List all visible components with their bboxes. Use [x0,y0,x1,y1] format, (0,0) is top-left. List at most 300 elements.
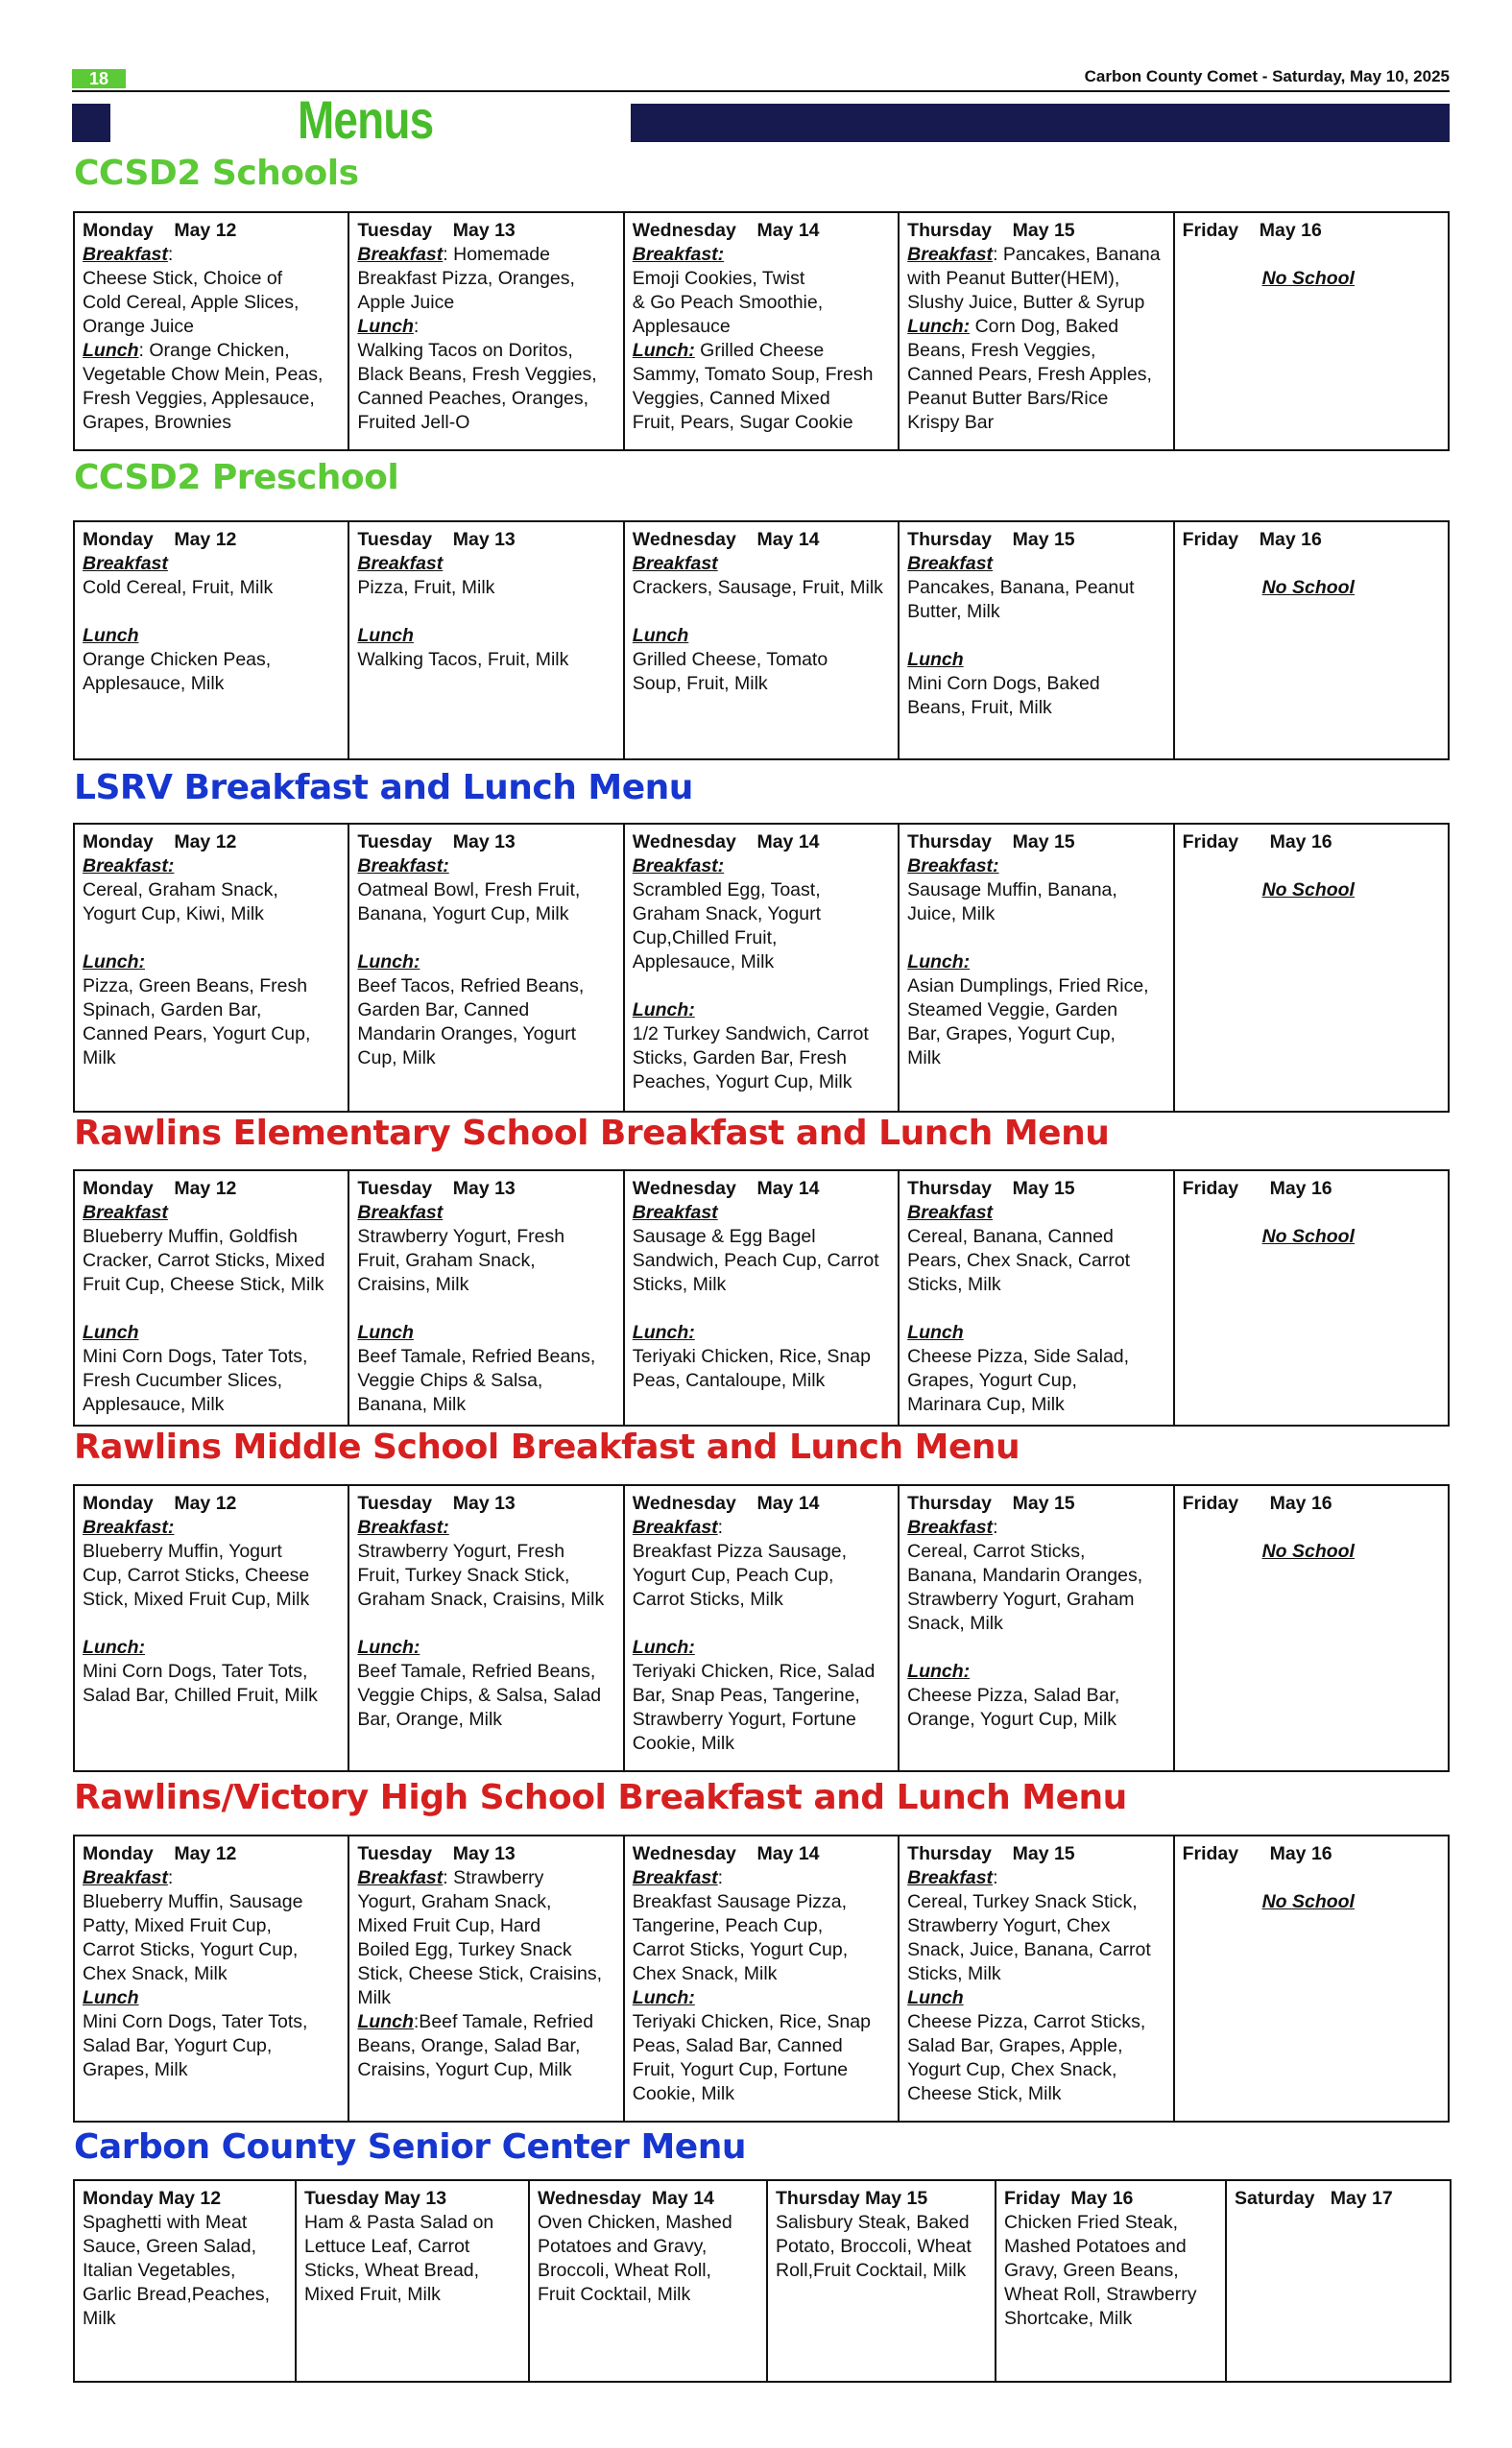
section-title-ccsd2-preschool: CCSD2 Preschool [74,458,399,497]
menu-item-text: Grapes, Milk [83,2059,188,2080]
menu-day-cell [74,521,348,759]
menu-day-header: Tuesday May 13 [357,220,516,241]
menu-line [633,926,892,950]
menu-item-text: Orange Chicken Peas, [83,649,272,670]
menu-item-text: Chex Snack, Milk [632,1963,778,1984]
menu-line [357,576,616,600]
menu-line [357,1540,616,1564]
menu-line [357,339,616,363]
menu-item-text: Mini Corn Dogs, Tater Tots, [83,2011,308,2032]
menu-day-cell [624,521,899,759]
menu-item-text: Graham Snack, Craisins, Milk [357,1589,605,1610]
menu-line [776,2211,989,2235]
menu-line [83,2307,289,2331]
menu-line [83,1588,342,1612]
meal-label: Lunch: [907,316,971,337]
menu-day-cell [767,2180,996,2382]
section-title-lsrv: LSRV Breakfast and Lunch Menu [74,768,693,807]
menu-day-cell [74,1170,348,1426]
menu-item-text: Asian Dumplings, Fried Rice, [907,975,1149,996]
menu-item-text: Strawberry Yogurt, Fresh [357,1226,565,1247]
menu-line [83,1660,342,1684]
menu-line [633,1684,892,1708]
menu-line [633,339,892,363]
menu-line [633,998,892,1022]
menu-item-text: Milk [357,1987,392,2008]
menu-item-text: Tangerine, Peach Cup, [632,1915,824,1936]
menu-item-text: Scrambled Egg, Toast, [632,879,821,900]
menu-item-text: : Strawberry [443,1867,544,1888]
menu-item-text: Wheat Roll, Strawberry [1004,2284,1197,2305]
menu-line [633,2010,892,2034]
menu-item-text: Breakfast Pizza, Oranges, [357,268,575,289]
menu-line [907,854,1166,878]
meal-label: Lunch [907,1987,964,2008]
menu-item-text: Garlic Bread,Peaches, [83,2284,271,2305]
menu-line [633,576,892,600]
menu-line [633,624,892,648]
meal-label: Breakfast [83,553,168,574]
menu-item-text: Teriyaki Chicken, Rice, Salad [632,1661,876,1682]
menu-line [83,672,342,696]
menu-line [83,1273,342,1297]
meal-label: Breakfast [357,244,444,265]
menu-line [907,1345,1166,1369]
menu-spacer [357,926,616,950]
menu-spacer [83,1297,342,1321]
menu-line [907,1962,1166,1986]
menu-line [633,1938,892,1962]
menu-day-cell [348,1836,623,2122]
meal-label: Lunch: [83,1637,145,1658]
menu-line [83,1986,342,2010]
no-school-notice: No School [1261,577,1355,598]
menu-item-text: Chex Snack, Milk [83,1963,228,1984]
menu-item-text: Graham Snack, Yogurt [632,903,821,924]
menu-line [1004,2283,1219,2307]
menu-line [1004,2235,1219,2259]
menu-day-header: Monday May 12 [83,220,237,241]
meal-label: Breakfast [907,1202,994,1223]
menu-line [83,998,342,1022]
menu-line [83,1022,342,1046]
menu-line [538,2235,760,2259]
menu-item-text: Pizza, Fruit, Milk [357,577,495,598]
menu-day-cell [74,1485,348,1771]
menu-line [633,1564,892,1588]
menu-line [83,1201,342,1225]
menu-line [357,411,616,435]
menu-item-text: Yogurt Cup, Chex Snack, [907,2059,1117,2080]
menu-item-text: :Beef Tamale, Refried [413,2011,594,2032]
menu-spacer [1183,854,1442,878]
menu-line [633,1070,892,1094]
menu-line [83,411,342,435]
menu-line [907,1273,1166,1297]
menu-item-text: Fresh Cucumber Slices, [83,1370,283,1391]
menu-item-text: Corn Dog, Baked [970,316,1119,337]
menu-item-text: Spinach, Garden Bar, [83,999,262,1020]
menu-day-cell [74,1836,348,2122]
menu-line [357,363,616,387]
menu-day-header: Thursday May 15 [907,1843,1075,1864]
menu-line [304,2211,522,2235]
no-school-notice: No School [1261,1226,1355,1247]
menu-day-cell [1174,824,1449,1112]
meal-label: Breakfast [632,1867,718,1888]
menu-line [357,1564,616,1588]
menu-day-cell [1226,2180,1451,2382]
meal-label: Breakfast [907,1517,994,1538]
menu-line [357,950,616,974]
meal-label: Lunch [83,1322,139,1343]
menu-day-cell [899,1485,1173,1771]
menu-day-cell [1174,1836,1449,2122]
section-title-rawlins-victory-high: Rawlins/Victory High School Breakfast and Lunch Menu [74,1778,1127,1817]
menu-line [83,339,342,363]
menu-day-cell [348,521,623,759]
menu-item-text: Roll,Fruit Cocktail, Milk [776,2260,967,2281]
menu-item-text: Walking Tacos, Fruit, Milk [357,649,569,670]
menu-line [357,1986,616,2010]
menu-item-text: Cheese Stick, Choice of [83,268,283,289]
menu-line [907,600,1166,624]
menu-spacer [357,600,616,624]
menu-day-cell [899,1170,1173,1426]
menu-line [907,1564,1166,1588]
menu-item-text: Gravy, Green Beans, [1004,2260,1179,2281]
menu-line [304,2235,522,2259]
menu-day-header: Monday May 12 [83,1178,237,1199]
menu-item-text: Mixed Fruit, Milk [304,2284,441,2305]
menu-day-header: Friday May 16 [1182,1493,1332,1514]
menu-line [907,1540,1166,1564]
menu-day-cell [1174,1170,1449,1426]
menu-line [907,950,1166,974]
menu-item-text: Applesauce, Milk [83,673,225,694]
menu-day-header: Monday May 12 [83,2188,222,2209]
menu-item-text: Breakfast Sausage Pizza, [632,1891,848,1912]
menu-line [357,315,616,339]
menu-line [357,1345,616,1369]
no-school-notice: No School [1261,268,1355,289]
menu-item-text: Cookie, Milk [632,1733,734,1754]
menu-line [633,552,892,576]
menu-day-cell [624,1170,899,1426]
menu-line [357,1393,616,1417]
meal-label: Lunch: [632,1322,695,1343]
menu-item-text: Banana, Yogurt Cup, Milk [357,903,569,924]
menu-item-text: Cookie, Milk [632,2083,734,2104]
menu-item-text: Milk [907,1047,941,1068]
menu-line [633,315,892,339]
menu-line [357,1636,616,1660]
menu-day-header: Tuesday May 13 [357,831,516,852]
menu-line [907,974,1166,998]
menu-line [633,1962,892,1986]
menu-line [83,1636,342,1660]
meal-label: Lunch: [83,951,145,972]
menu-row [74,2180,1451,2382]
menu-item-text: Black Beans, Fresh Veggies, [357,364,597,385]
menu-item-text: Grilled Cheese, Tomato [632,649,828,670]
menu-item-text: Peas, Salad Bar, Canned [632,2035,843,2056]
menu-spacer [633,974,892,998]
menu-day-header: Tuesday May 13 [357,1493,516,1514]
menu-item-text: Emoji Cookies, Twist [632,268,805,289]
menu-line [83,291,342,315]
menu-day-cell [899,1836,1173,2122]
menu-line [304,2259,522,2283]
menu-spacer [1183,1866,1442,1890]
menu-line [633,1249,892,1273]
menu-item-text: Breakfast Pizza Sausage, [632,1541,848,1562]
menu-item-text: Salad Bar, Chilled Fruit, Milk [83,1685,318,1706]
menu-item-text: Pears, Chex Snack, Carrot [907,1250,1131,1271]
menu-item-text: Sausage & Egg Bagel [632,1226,816,1247]
menu-line [907,315,1166,339]
menu-item-text: Cold Cereal, Apple Slices, [83,292,300,313]
menu-line [633,243,892,267]
menu-line [357,1588,616,1612]
meal-label: Breakfast: [632,855,725,876]
menu-item-text: Salisbury Steak, Baked [776,2212,970,2233]
menu-item-text: Blueberry Muffin, Yogurt [83,1541,282,1562]
menu-item-text: Cup, Carrot Sticks, Cheese [83,1565,310,1586]
menu-item-text: Blueberry Muffin, Sausage [83,1891,303,1912]
menu-line [1004,2211,1219,2235]
menu-item-text: Sticks, Milk [907,1274,1001,1295]
menu-line [907,267,1166,291]
menu-line [538,2283,760,2307]
menu-line [83,2058,342,2082]
menu-item-text: Fruit, Graham Snack, [357,1250,536,1271]
menu-day-header: Monday May 12 [83,831,237,852]
menu-item-text: Fruit Cocktail, Milk [538,2284,691,2305]
menu-item-text: : [167,244,174,265]
meal-label: Breakfast [632,553,718,574]
meal-label: Lunch [357,2011,414,2032]
menu-item-text: Cup,Chilled Fruit, [632,927,778,948]
menu-item-text: Beans, Fresh Veggies, [907,340,1096,361]
meal-label: Lunch: [632,999,695,1020]
section-title-ccsd2-schools: CCSD2 Schools [74,154,359,193]
menu-line [83,1866,342,1890]
meal-label: Lunch [357,625,414,646]
menu-spacer [907,1636,1166,1660]
menu-item-text: Sauce, Green Salad, [83,2236,257,2257]
menu-line [83,1962,342,1986]
menu-spacer [907,926,1166,950]
menu-line [357,1321,616,1345]
menu-line [357,552,616,576]
menu-line [357,1962,616,1986]
menu-line [357,1938,616,1962]
menu-item-text: Potatoes and Gravy, [538,2236,708,2257]
menu-item-text: Steamed Veggie, Garden [907,999,1118,1020]
menu-item-text: Strawberry Yogurt, Fortune [632,1709,856,1730]
menu-day-header: Tuesday May 13 [357,1843,516,1864]
menu-item-text: Mashed Potatoes and [1004,2236,1187,2257]
menu-line [907,1914,1166,1938]
menu-line [633,1588,892,1612]
menu-line [633,878,892,902]
menu-item-text: Grilled Cheese [694,340,825,361]
meal-label: Lunch [83,1987,139,2008]
menu-item-text: Chicken Fried Steak, [1004,2212,1178,2233]
meal-label: Breakfast [83,244,168,265]
menu-line [633,1046,892,1070]
menu-line [907,648,1166,672]
menu-table-rawlins-victory-high [73,1835,1450,2123]
menu-item-text: Blueberry Muffin, Goldfish [83,1226,298,1247]
menu-day-cell [899,824,1173,1112]
menu-item-text: Beef Tacos, Refried Beans, [357,975,585,996]
menu-item-text: Grapes, Brownies [83,412,231,433]
menu-item-text: Canned Peaches, Oranges, [357,388,589,409]
meal-label: Breakfast [632,1202,718,1223]
menu-line [907,2058,1166,2082]
menu-day-header: Wednesday May 14 [538,2188,714,2209]
menu-item-text: Shortcake, Milk [1004,2308,1133,2329]
menu-day-header: Monday May 12 [83,1493,237,1514]
menu-line [633,1732,892,1756]
menu-day-header: Saturday May 17 [1235,2188,1393,2209]
menu-item-text: Salad Bar, Grapes, Apple, [907,2035,1123,2056]
menu-item-text: Broccoli, Wheat Roll, [538,2260,711,2281]
menu-line [83,1540,342,1564]
menu-line [357,2010,616,2034]
menu-line [83,624,342,648]
menu-item-text: Ham & Pasta Salad on [304,2212,494,2233]
menu-line [83,1225,342,1249]
menu-item-text: Fruit, Turkey Snack Stick, [357,1565,570,1586]
menu-item-text: Cereal, Banana, Canned [907,1226,1114,1247]
meal-label: Lunch: [632,1987,695,2008]
menu-line [907,998,1166,1022]
menu-item-text: 1/2 Turkey Sandwich, Carrot [632,1023,869,1044]
menu-line [357,648,616,672]
menu-line [357,1225,616,1249]
menu-item-text: Yogurt Cup, Kiwi, Milk [83,903,264,924]
menu-day-header: Tuesday May 13 [357,529,516,550]
menu-line [633,1636,892,1660]
menu-day-cell [74,2180,296,2382]
menu-item-text: Banana, Milk [357,1394,467,1415]
menu-line [907,1321,1166,1345]
menu-item-text: Sticks, Milk [907,1963,1001,1984]
meal-label: Breakfast [907,553,994,574]
menu-item-text: Yogurt Cup, Peach Cup, [632,1565,834,1586]
menu-day-cell [624,212,899,450]
menu-spacer [83,926,342,950]
menu-line [907,1890,1166,1914]
menu-line [357,291,616,315]
menu-day-header: Thursday May 15 [907,529,1075,550]
menu-item-text: Soup, Fruit, Milk [632,673,768,694]
menu-item-text: Garden Bar, Canned [357,999,530,1020]
menu-day-header: Wednesday May 14 [632,220,820,241]
menu-line [357,387,616,411]
menu-line [357,1684,616,1708]
menu-line [83,1564,342,1588]
menu-item-text: Sticks, Milk [632,1274,727,1295]
menu-item-text: Sammy, Tomato Soup, Fresh [632,364,874,385]
menu-item-text: Craisins, Yogurt Cup, Milk [357,2059,572,2080]
menu-item-text: : [993,1867,998,1888]
menu-day-header: Friday May 16 [1182,220,1322,241]
menu-line [357,1022,616,1046]
menu-line [83,1321,342,1345]
menu-line [633,1201,892,1225]
menu-line [633,648,892,672]
menu-item-text: Cereal, Carrot Sticks, [907,1541,1086,1562]
menu-item-text: Spaghetti with Meat [83,2212,248,2233]
menu-day-header: Tuesday May 13 [357,1178,516,1199]
menu-line [633,854,892,878]
menu-item-text: : [993,1517,998,1538]
menu-item-text: Cracker, Carrot Sticks, Mixed [83,1250,325,1271]
menu-day-header: Wednesday May 14 [632,831,820,852]
menu-line [907,1612,1166,1636]
menu-line [83,1249,342,1273]
page-title: Menus [298,89,434,150]
menu-item-text: with Peanut Butter(HEM), [907,268,1120,289]
menu-table-lsrv [73,823,1450,1113]
menu-line [357,878,616,902]
section-title-senior-center: Carbon County Senior Center Menu [74,2127,746,2167]
menu-day-header: Wednesday May 14 [632,1178,820,1199]
menu-spacer [907,624,1166,648]
menu-spacer [1183,552,1442,576]
menu-day-cell [348,1170,623,1426]
menu-line [633,1022,892,1046]
menu-line [907,1708,1166,1732]
menu-item-text: Pizza, Green Beans, Fresh [83,975,308,996]
menu-item-text: Yogurt, Graham Snack, [357,1891,552,1912]
menu-item-text: Beans, Fruit, Milk [907,697,1052,718]
menu-line [907,2082,1166,2106]
meal-label: Breakfast: [907,855,999,876]
menu-item-text: Carrot Sticks, Milk [632,1589,783,1610]
menu-spacer [907,1297,1166,1321]
menu-line [83,950,342,974]
menu-spacer [1183,1516,1442,1540]
menu-table-ccsd2-schools [73,211,1450,451]
menu-line [907,2010,1166,2034]
menu-line [633,2034,892,2058]
menu-item-text: Veggie Chips & Salsa, [357,1370,543,1391]
menu-line [83,2211,289,2235]
meal-label: Breakfast [83,1202,168,1223]
menu-item-text: Bar, Orange, Milk [357,1709,503,1730]
menu-line [357,624,616,648]
menu-line [907,696,1166,720]
menu-item-text: Cheese Stick, Milk [907,2083,1062,2104]
menu-line [907,1249,1166,1273]
menu-line [907,363,1166,387]
menu-day-header: Wednesday May 14 [632,529,820,550]
header-block-right [631,104,1450,142]
menu-line [83,878,342,902]
menu-item-text: Snack, Juice, Banana, Carrot [907,1939,1151,1960]
menu-item-text: Beef Tamale, Refried Beans, [357,1346,596,1367]
menu-line [83,1890,342,1914]
meal-label: Lunch [907,649,964,670]
menu-item-text: Fruit, Yogurt Cup, Fortune [632,2059,849,2080]
menu-line [776,2259,989,2283]
meal-label: Breakfast: [632,244,725,265]
